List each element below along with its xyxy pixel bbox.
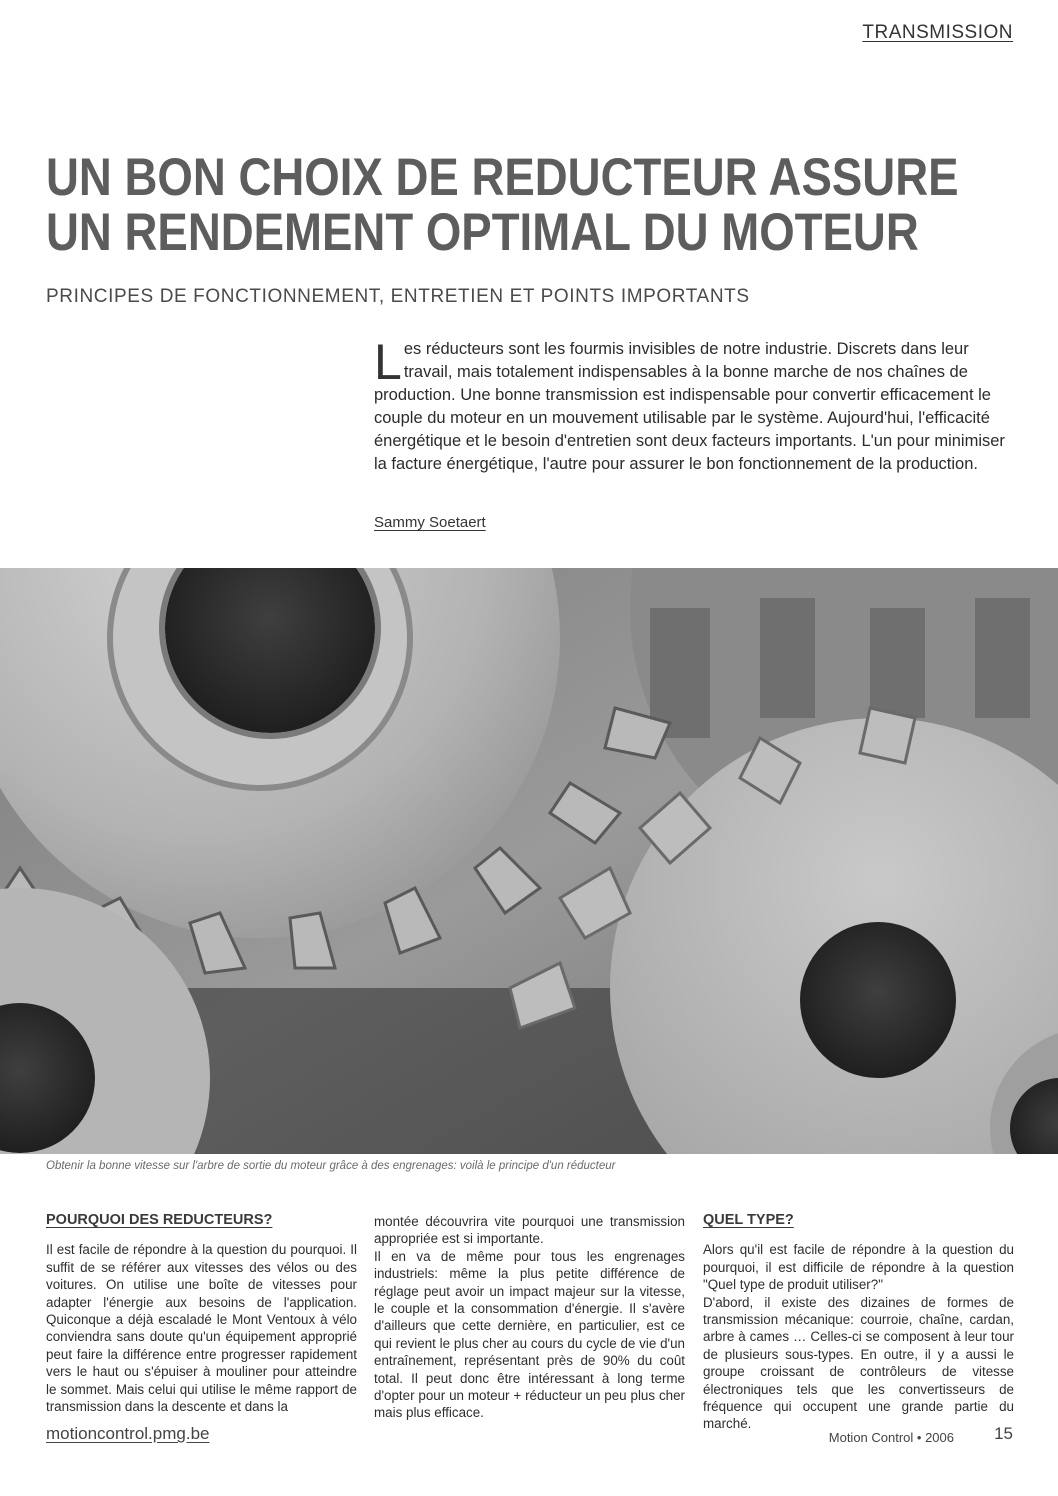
article-title: UN BON CHOIX DE REDUCTEUR ASSURE UN RENDEMENT OPTIMAL DU MOTEUR [46, 148, 959, 262]
section-tag: TRANSMISSION [862, 22, 1013, 43]
column-2-text-1: montée découvrira vite pourquoi une transmission appropriée est si importante. [374, 1214, 685, 1247]
column-3-heading: QUEL TYPE? [703, 1212, 794, 1228]
gears-photo [0, 568, 1058, 1154]
column-3-text-2: D'abord, il existe des dizaines de formes de transmission mécanique: courroie, chaîne, cardan, arbre à cames … Celles-ci se composent à leur tour de plusieurs sous-types. En outre, il y a aussi le groupe croissant de contrôleurs de vitesse électroniques tels que les convertisseurs de fréquence qui occupent une grande partie du marché. [703, 1294, 1014, 1432]
author-byline[interactable]: Sammy Soetaert [374, 514, 486, 531]
article-intro [374, 334, 1014, 476]
column-1-heading: POURQUOI DES REDUCTEURS? [46, 1212, 273, 1228]
column-1-text: Il est facile de répondre à la question du pourquoi. Il suffit de se référer aux vitesses des vélos ou des voitures. On utilise une boîte de vitesses pour adapter l'énergie aux besoins de l'application. Quiconque a déjà escaladé le Mont Ventoux à vélo conviendra sans doute qu'un équipement approprié peut faire la différence entre progresser rapidement vers le haut ou s'épuiser à mouliner pour atteindre le sommet. Mais celui qui utilise le même rapport de transmission dans la descente et dans la [46, 1242, 357, 1415]
intro-dropcap: L [374, 334, 402, 390]
column-3 [703, 1212, 1014, 1433]
image-caption: Obtenir la bonne vitesse sur l'arbre de sortie du moteur grâce à des engrenages: voilà le principe d'un réducteur [46, 1160, 616, 1172]
footer-magazine: Motion Control • 2006 [828, 1430, 954, 1445]
page-number: 15 [994, 1424, 1013, 1443]
footer-url[interactable]: motioncontrol.pmg.be [46, 1424, 210, 1443]
intro-text: es réducteurs sont les fourmis invisibles de notre industrie. Discrets dans leur travail, mais totalement indispensables à la bonne marche de nos chaînes de production. Une bonne transmission est indispensable pour convertir efficacement le couple du moteur en un mouvement utilisable par le système. Aujourd'hui, l'efficacité énergétique et le besoin d'entretien sont deux facteurs importants. L'un pour minimiser la facture énergétique, l'autre pour assurer le bon fonctionnement de la production. [374, 340, 1005, 473]
column-2 [374, 1213, 685, 1422]
column-3-text-1: Alors qu'il est facile de répondre à la question du pourquoi, il est difficile de répondre à la question "Quel type de produit utiliser?" [703, 1242, 1014, 1293]
article-subtitle: PRINCIPES DE FONCTIONNEMENT, ENTRETIEN ET POINTS IMPORTANTS [46, 286, 750, 307]
column-2-text-2: Il en va de même pour tous les engrenages industriels: même la plus petite différence de réglage peut avoir un impact majeur sur la vitesse, le couple et la consommation d'énergie. Il s'avère d'ailleurs que cette dernière, en particulier, est ce qui revient le plus cher au cours du cycle de vie d'un entraînement, représentant près de 90% du coût total. Il peut donc être intéressant à long terme d'opter pour un moteur + réducteur un peu plus cher mais plus efficace. [374, 1248, 685, 1421]
column-1 [46, 1212, 357, 1415]
